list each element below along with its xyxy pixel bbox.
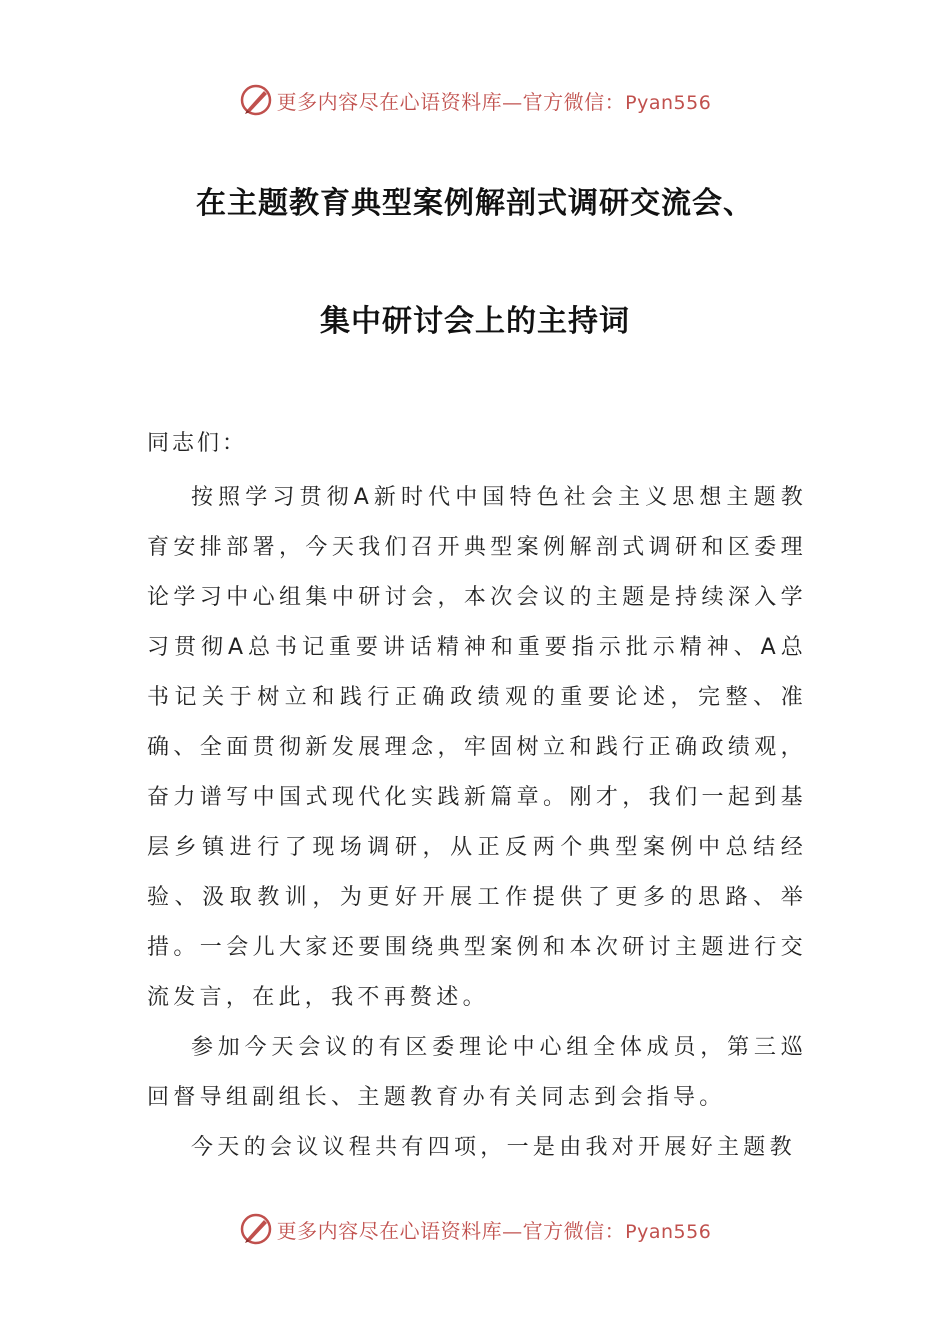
header-wechat-id: Pyan556 bbox=[625, 91, 712, 114]
salutation: 同志们： bbox=[147, 431, 248, 456]
paragraph-1: 按照学习贯彻A新时代中国特色社会主义思想主题教育安排部署，今天我们召开典型案例解剖式调研和区委理论学习中心组集中研讨会，本次会议的主题是持续深入学习贯彻A总书记重要讲话精神和重要指示批示精神、A总书记关于树立和践行正确政绩观的重要论述，完整、准确、全面贯彻新发展理念，牢固树立和践行正确政绩观，奋力谱写中国式现代化实践新篇章。刚才，我们一起到基层乡镇进行了现场调研，从正反两个典型案例中总结经验、汲取教训，为更好开展工作提供了更多的思路、举措。一会儿大家还要围绕典型案例和本次研讨主题进行交流发言，在此，我不再赘述。 bbox=[147, 485, 807, 1010]
header-banner-text: 更多内容尽在心语资料库—官方微信：Pyan556 bbox=[276, 89, 712, 114]
footer-banner-text: 更多内容尽在心语资料库—官方微信：Pyan556 bbox=[276, 1218, 712, 1243]
paragraph-2: 参加今天会议的有区委理论中心组全体成员，第三巡回督导组副组长、主题教育办有关同志到会指导。 bbox=[147, 1035, 807, 1110]
header-banner bbox=[0, 80, 950, 120]
pen-logo-icon bbox=[239, 1212, 273, 1246]
document-body bbox=[147, 473, 807, 1173]
document-title-line-2: 集中研讨会上的主持词 bbox=[320, 304, 630, 339]
pen-logo-icon bbox=[239, 83, 273, 117]
footer-banner bbox=[0, 1209, 950, 1249]
footer-wechat-id: Pyan556 bbox=[625, 1220, 712, 1243]
paragraph-3: 今天的会议议程共有四项，一是由我对开展好主题教 bbox=[191, 1135, 796, 1160]
document-title-line-1: 在主题教育典型案例解剖式调研交流会、 bbox=[196, 186, 754, 221]
